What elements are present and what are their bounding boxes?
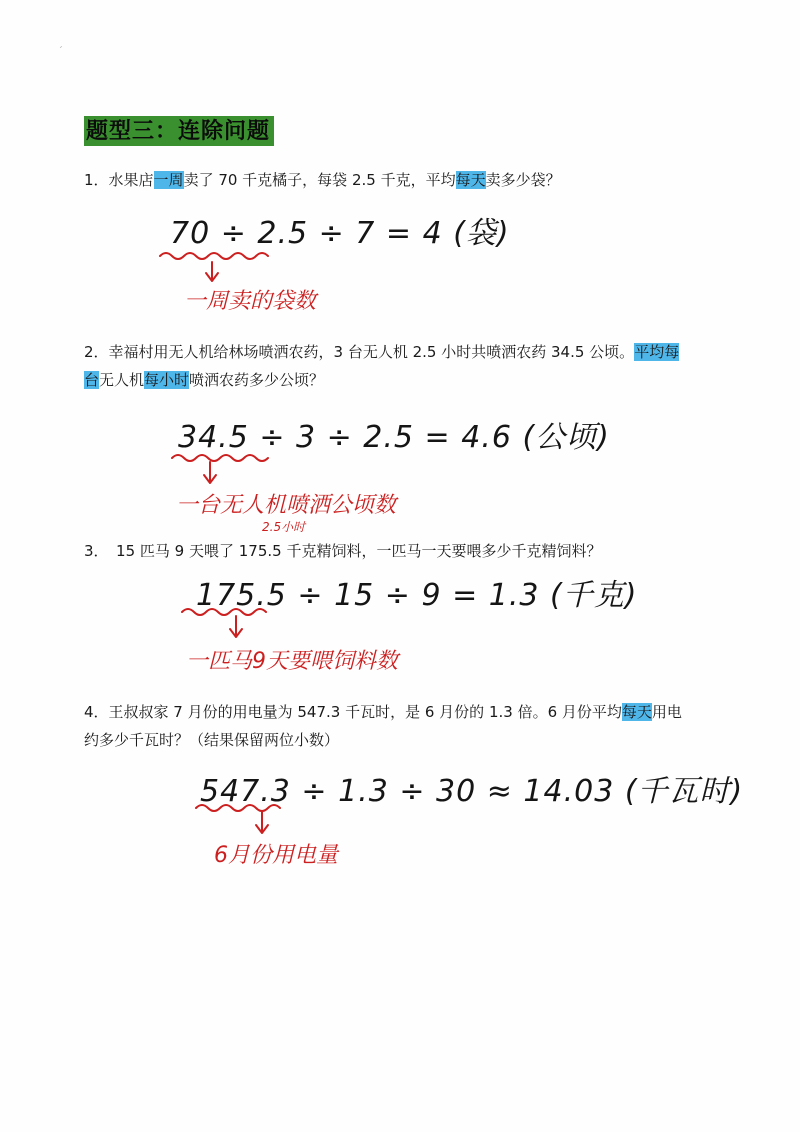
q2-highlight-a: 平均每 xyxy=(634,343,680,361)
question-1 xyxy=(84,166,744,194)
question-2-line-2 xyxy=(84,366,744,394)
question-2-line-1 xyxy=(84,338,744,366)
q4-text-a: 4．王叔叔家 7 月份的用电量为 547.3 千瓦时，是 6 月份的 1.3 倍。6 月份平均 xyxy=(84,703,622,721)
q2-text-a: 2．幸福村用无人机给林场喷洒农药，3 台无人机 2.5 小时共喷洒农药 34.5 公顷。 xyxy=(84,343,635,361)
q4-text-b: 用电 xyxy=(651,703,682,721)
question-1-line-1 xyxy=(84,166,744,194)
q1-highlight-b: 每天 xyxy=(455,171,486,189)
question-3-line-1 xyxy=(84,537,744,565)
q3-down-arrow xyxy=(230,616,242,637)
q2-sub-annotation: 2.5小时 xyxy=(262,520,306,534)
q1-text-a: 1．水果店 xyxy=(84,171,154,189)
pencil-mark: ˊ xyxy=(58,46,63,57)
q1-wavy-underline xyxy=(160,253,268,259)
q1-annotation: 一周卖的袋数 xyxy=(184,289,317,314)
q2-annotation: 一台无人机喷洒公顷数 xyxy=(176,493,397,518)
q3-annotation: 一匹马9天要喂饲料数 xyxy=(186,649,398,674)
q2-highlight-c: 每小时 xyxy=(144,371,190,389)
q1-calculation: 70 ÷ 2.5 ÷ 7 = 4 (袋) xyxy=(170,216,510,251)
q2-text-c: 喷洒农药多少公顷？ xyxy=(189,371,325,389)
q2-highlight-b: 台 xyxy=(84,371,100,389)
question-2 xyxy=(84,338,744,394)
q4-highlight-a: 每天 xyxy=(621,703,652,721)
q3-text-a: 3． 15 匹马 9 天喂了 175.5 千克精饲料，一匹马一天要喂多少千克精饲料？ xyxy=(84,542,602,560)
q2-text-b: 无人机 xyxy=(99,371,145,389)
q3-calculation: 175.5 ÷ 15 ÷ 9 = 1.3 (千克) xyxy=(196,578,638,613)
q2-calculation: 34.5 ÷ 3 ÷ 2.5 = 4.6 (公顷) xyxy=(178,420,610,455)
question-4 xyxy=(84,698,744,754)
q4-annotation: 6月份用电量 xyxy=(214,843,338,868)
question-4-line-1 xyxy=(84,698,744,726)
q4-text-c: 约多少千瓦时？（结果保留两位小数） xyxy=(84,731,340,749)
q1-highlight-a: 一周 xyxy=(153,171,184,189)
section-title: 题型三：连除问题 xyxy=(84,116,274,146)
question-3 xyxy=(84,537,744,565)
q1-text-b: 卖了 70 千克橘子，每袋 2.5 千克，平均 xyxy=(183,171,456,189)
q4-calculation: 547.3 ÷ 1.3 ÷ 30 ≈ 14.03 (千瓦时) xyxy=(200,774,744,809)
q1-down-arrow xyxy=(206,262,218,281)
question-4-line-2 xyxy=(84,726,744,754)
q1-text-c: 卖多少袋？ xyxy=(485,171,561,189)
q2-down-arrow xyxy=(204,462,216,483)
q4-down-arrow xyxy=(256,812,268,833)
